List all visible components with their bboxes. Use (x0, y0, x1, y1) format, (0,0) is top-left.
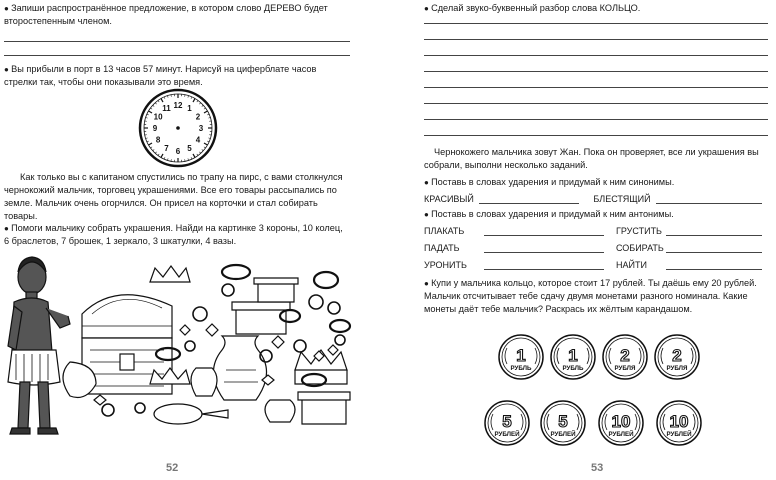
coin-label: РУБЛЕЙ (494, 431, 520, 438)
coin-10-rub[interactable] (656, 400, 702, 446)
page-53 (388, 0, 776, 480)
coin-value: 5 (502, 412, 512, 431)
clock-number: 11 (162, 104, 171, 114)
ring (102, 404, 114, 416)
brooch (94, 395, 106, 405)
word-label: ПЛАКАТЬ (424, 226, 465, 236)
answer-field[interactable] (479, 194, 579, 204)
answer-field[interactable] (656, 194, 762, 204)
coin-label: РУБЛЯ (666, 365, 688, 372)
answer-line[interactable] (424, 23, 768, 24)
ring (328, 302, 340, 314)
answer-field[interactable] (484, 243, 604, 253)
story-text: Чернокожего мальчика зовут Жан. Пока он проверяет, все ли украшения вы собрали, выполни несколько заданий. (424, 147, 759, 170)
clock-number: 6 (175, 147, 181, 156)
coin-value: 1 (568, 346, 578, 365)
word-label: ГРУСТИТЬ (616, 226, 662, 236)
antonym-row (616, 260, 762, 270)
page-number: 53 (591, 462, 604, 474)
bracelet (330, 320, 350, 332)
clock-number: 3 (198, 124, 204, 133)
crown (150, 266, 190, 282)
coin-label: РУБЛЕЙ (608, 431, 634, 438)
answer-line[interactable] (424, 39, 768, 40)
coin-value: 2 (672, 346, 682, 365)
ring (309, 295, 323, 309)
jewelry-box (254, 278, 298, 302)
ring (135, 403, 145, 413)
ring (222, 284, 234, 296)
clock-number: 1 (187, 104, 192, 114)
coin-value: 2 (620, 346, 630, 365)
clock-number: 10 (153, 112, 163, 122)
clock-number: 12 (173, 101, 183, 110)
brooch (328, 345, 338, 355)
ring (294, 340, 306, 352)
answer-field[interactable] (666, 260, 762, 270)
antonym-row (424, 243, 604, 253)
ring (335, 335, 345, 345)
task-text: ● Помоги мальчику собрать украшения. Найди на картинке 3 короны, 10 колец, 6 браслетов, 7 брошек, 1 зеркало, 3 шкатулки, 4 вазы. (4, 222, 350, 248)
page-number: 52 (166, 462, 179, 474)
task-text: ● Поставь в словах ударения и придумай к ним антонимы. (424, 208, 768, 221)
bracelet (314, 272, 338, 288)
answer-field[interactable] (666, 226, 762, 236)
coin-label: РУБЛЬ (562, 365, 584, 372)
word-label: БЛЕСТЯЩИЙ (593, 194, 651, 204)
task-text: ● Поставь в словах ударения и придумай к ним синонимы. (424, 176, 768, 189)
ring (185, 341, 195, 351)
word-label: НАЙТИ (616, 260, 647, 270)
jewelry-illustration[interactable] (0, 250, 355, 450)
coin-value: 5 (558, 412, 568, 431)
antonym-row (616, 243, 762, 253)
coin-value: 1 (516, 346, 526, 365)
antonym-row (424, 260, 604, 270)
mirror (154, 404, 228, 424)
task-find-jewelry (4, 222, 350, 248)
antonym-row (616, 226, 762, 236)
coin-label: РУБЛЕЙ (666, 431, 692, 438)
answer-line[interactable] (4, 55, 350, 56)
coin-value: 10 (611, 412, 631, 431)
clock-face[interactable] (138, 88, 218, 168)
answer-line[interactable] (4, 41, 350, 42)
brooch (180, 325, 190, 335)
clock-number: 2 (195, 112, 201, 122)
coin-5-rub[interactable] (540, 400, 586, 446)
task-text: ● Запиши распространённое предложение, в котором слово ДЕРЕВО будет второстепенным членом. (4, 2, 350, 28)
clock-center (176, 126, 180, 130)
answer-line[interactable] (424, 135, 768, 136)
brooch (206, 324, 218, 336)
answer-line[interactable] (424, 71, 768, 72)
clock-number: 5 (187, 143, 192, 153)
clock-number: 8 (155, 135, 161, 145)
task-synonyms (424, 176, 768, 189)
synonym-row (424, 194, 762, 204)
coin-label: РУБЛЯ (614, 365, 636, 372)
coin-5-rub[interactable] (484, 400, 530, 446)
word-label: ПАДАТЬ (424, 243, 460, 253)
clock-number: 7 (164, 143, 169, 153)
task-text: ● Купи у мальчика кольцо, которое стоит 17 рублей. Ты даёшь ему 20 рублей. Мальчик отсчитывает тебе сдачу двумя монетами разного номинала. Какие монеты даёт тебе мальчик? Раскрась их жёлтым карандашом. (424, 277, 768, 316)
coin-1-rub[interactable] (550, 334, 596, 380)
story-text: Как только вы с капитаном спустились по трапу на пирс, с вами столкнулся чернокожий мальчик, торговец украшениями. Все его товары рассыпались по земле. Мальчик очень огорчился. Он присел на корточки и стал собирать товары. (4, 172, 343, 221)
answer-line[interactable] (424, 103, 768, 104)
answer-line[interactable] (424, 55, 768, 56)
story-paragraph (4, 171, 350, 223)
clock-number: 4 (195, 135, 201, 145)
ring (193, 307, 207, 321)
coin-10-rub[interactable] (598, 400, 644, 446)
task-antonyms (424, 208, 768, 221)
jewelry-box (298, 392, 350, 424)
task-buy-ring (424, 277, 768, 316)
clock-number: 9 (152, 124, 158, 133)
antonym-row (424, 226, 604, 236)
story-paragraph (424, 146, 768, 172)
word-label: УРОНИТЬ (424, 260, 467, 270)
coin-1-rub[interactable] (498, 334, 544, 380)
coin-value: 10 (669, 412, 689, 431)
answer-field[interactable] (484, 226, 604, 236)
brooch (272, 336, 284, 348)
answer-field[interactable] (484, 260, 604, 270)
bracelet (222, 265, 250, 279)
task-text: ● Сделай звуко-буквенный разбор слова КОЛЬЦО. (424, 2, 768, 15)
vase (265, 400, 295, 422)
word-label: СОБИРАТЬ (616, 243, 664, 253)
coin-2-rub[interactable] (602, 334, 648, 380)
vase (213, 336, 266, 400)
task-text: ● Вы прибыли в порт в 13 часов 57 минут. Нарисуй на циферблате часов стрелки так, чтобы они показывали это время. (4, 63, 350, 89)
coin-label: РУБЛЕЙ (550, 431, 576, 438)
answer-line[interactable] (424, 87, 768, 88)
word-label: КРАСИВЫЙ (424, 194, 474, 204)
task-sound-analysis (424, 2, 768, 15)
task-clock (4, 63, 350, 89)
answer-field[interactable] (666, 243, 762, 253)
coin-label: РУБЛЬ (510, 365, 532, 372)
answer-line[interactable] (424, 119, 768, 120)
vase (191, 368, 217, 396)
task-tree-sentence (4, 2, 350, 28)
coin-2-rub[interactable] (654, 334, 700, 380)
boy-figure (8, 257, 70, 434)
